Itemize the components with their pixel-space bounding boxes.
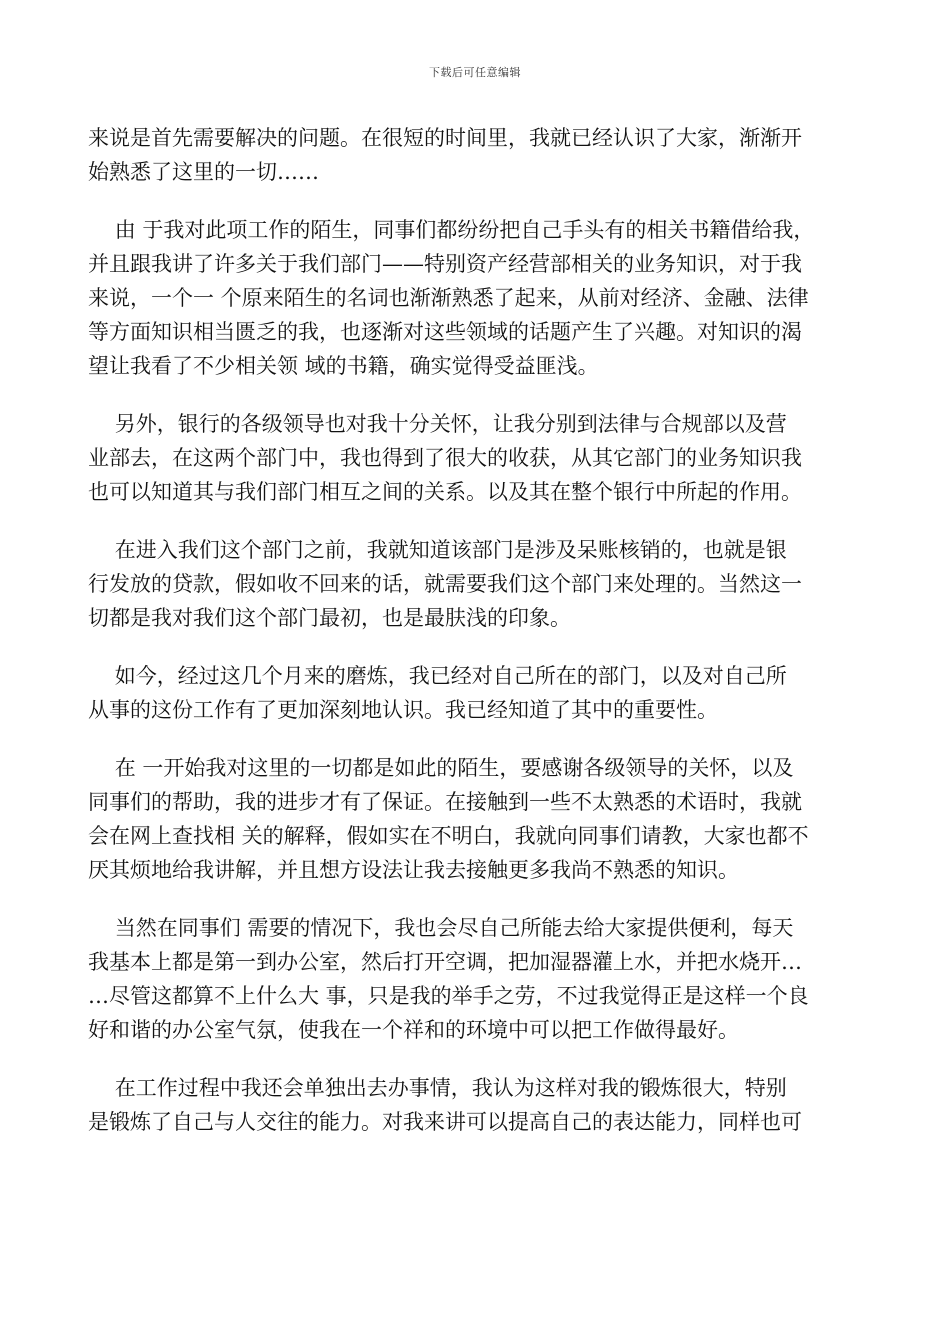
paragraph [88, 407, 858, 509]
text-line: 由 于我对此项工作的陌生，同事们都纷纷把自己手头有的相关书籍借给我， [88, 218, 815, 242]
text-line: 来说是首先需要解决的问题。在很短的时间里，我就已经认识了大家，渐渐开 [88, 126, 802, 150]
text-line: 切都是我对我们这个部门最初，也是最肤浅的印象。 [88, 606, 571, 630]
paragraph [88, 121, 858, 189]
text-line: 同事们的帮助，我的进步才有了保证。在接触到一些不太熟悉的术语时，我就 [88, 790, 802, 814]
text-line: 也可以知道其与我们部门相互之间的关系。以及其在整个银行中所起的作用。 [88, 480, 802, 504]
text-line: 厌其烦地给我讲解，并且想方设法让我去接触更多我尚不熟悉的知识。 [88, 858, 739, 882]
paragraph [88, 533, 858, 635]
text-line: 在进入我们这个部门之前，我就知道该部门是涉及呆账核销的，也就是银 [88, 538, 787, 562]
text-line: 当然在同事们 需要的情况下，我也会尽自己所能去给大家提供便利，每天 [88, 916, 794, 940]
text-line: 业部去，在这两个部门中，我也得到了很大的收获，从其它部门的业务知识我 [88, 446, 802, 470]
text-line: 从事的这份工作有了更加深刻地认识。我已经知道了其中的重要性。 [88, 698, 718, 722]
text-line: 另外，银行的各级领导也对我十分关怀，让我分别到法律与合规部以及营 [88, 412, 787, 436]
text-line: 会在网上查找相 关的解释，假如实在不明白，我就向同事们请教，大家也都不 [88, 824, 809, 848]
text-line: 在 一开始我对这里的一切都是如此的陌生，要感谢各级领导的关怀，以及 [88, 756, 794, 780]
text-line: 是锻炼了自己与人交往的能力。对我来讲可以提高自己的表达能力，同样也可 [88, 1110, 802, 1134]
text-line: 在工作过程中我还会单独出去办事情，我认为这样对我的锻炼很大，特别 [88, 1076, 787, 1100]
text-line: 等方面知识相当匮乏的我，也逐渐对这些领域的话题产生了兴趣。对知识的渴 [88, 320, 802, 344]
paragraph [88, 659, 858, 727]
text-line: …尽管这都算不上什么大 事，只是我的举手之劳，不过我觉得正是这样一个良 [88, 984, 809, 1008]
paragraph [88, 911, 858, 1047]
page-header: 下载后可任意编辑 [429, 66, 521, 79]
document-body [88, 121, 858, 1163]
text-line: 如今，经过这几个月来的磨炼，我已经对自己所在的部门，以及对自己所 [88, 664, 787, 688]
text-line: 始熟悉了这里的一切…… [88, 160, 319, 184]
text-line: 我基本上都是第一到办公室，然后打开空调，把加湿器灌上水，并把水烧开… [88, 950, 802, 974]
text-line: 来说，一个一 个原来陌生的名词也渐渐熟悉了起来，从前对经济、金融、法律 [88, 286, 809, 310]
text-line: 望让我看了不少相关领 域的书籍，确实觉得受益匪浅。 [88, 354, 599, 378]
paragraph [88, 213, 858, 383]
text-line: 行发放的贷款，假如收不回来的话，就需要我们这个部门来处理的。当然这一 [88, 572, 802, 596]
text-line: 并且跟我讲了许多关于我们部门——特别资产经营部相关的业务知识，对于我 [88, 252, 802, 276]
paragraph [88, 751, 858, 887]
paragraph [88, 1071, 858, 1139]
text-line: 好和谐的办公室气氛，使我在一个祥和的环境中可以把工作做得最好。 [88, 1018, 739, 1042]
